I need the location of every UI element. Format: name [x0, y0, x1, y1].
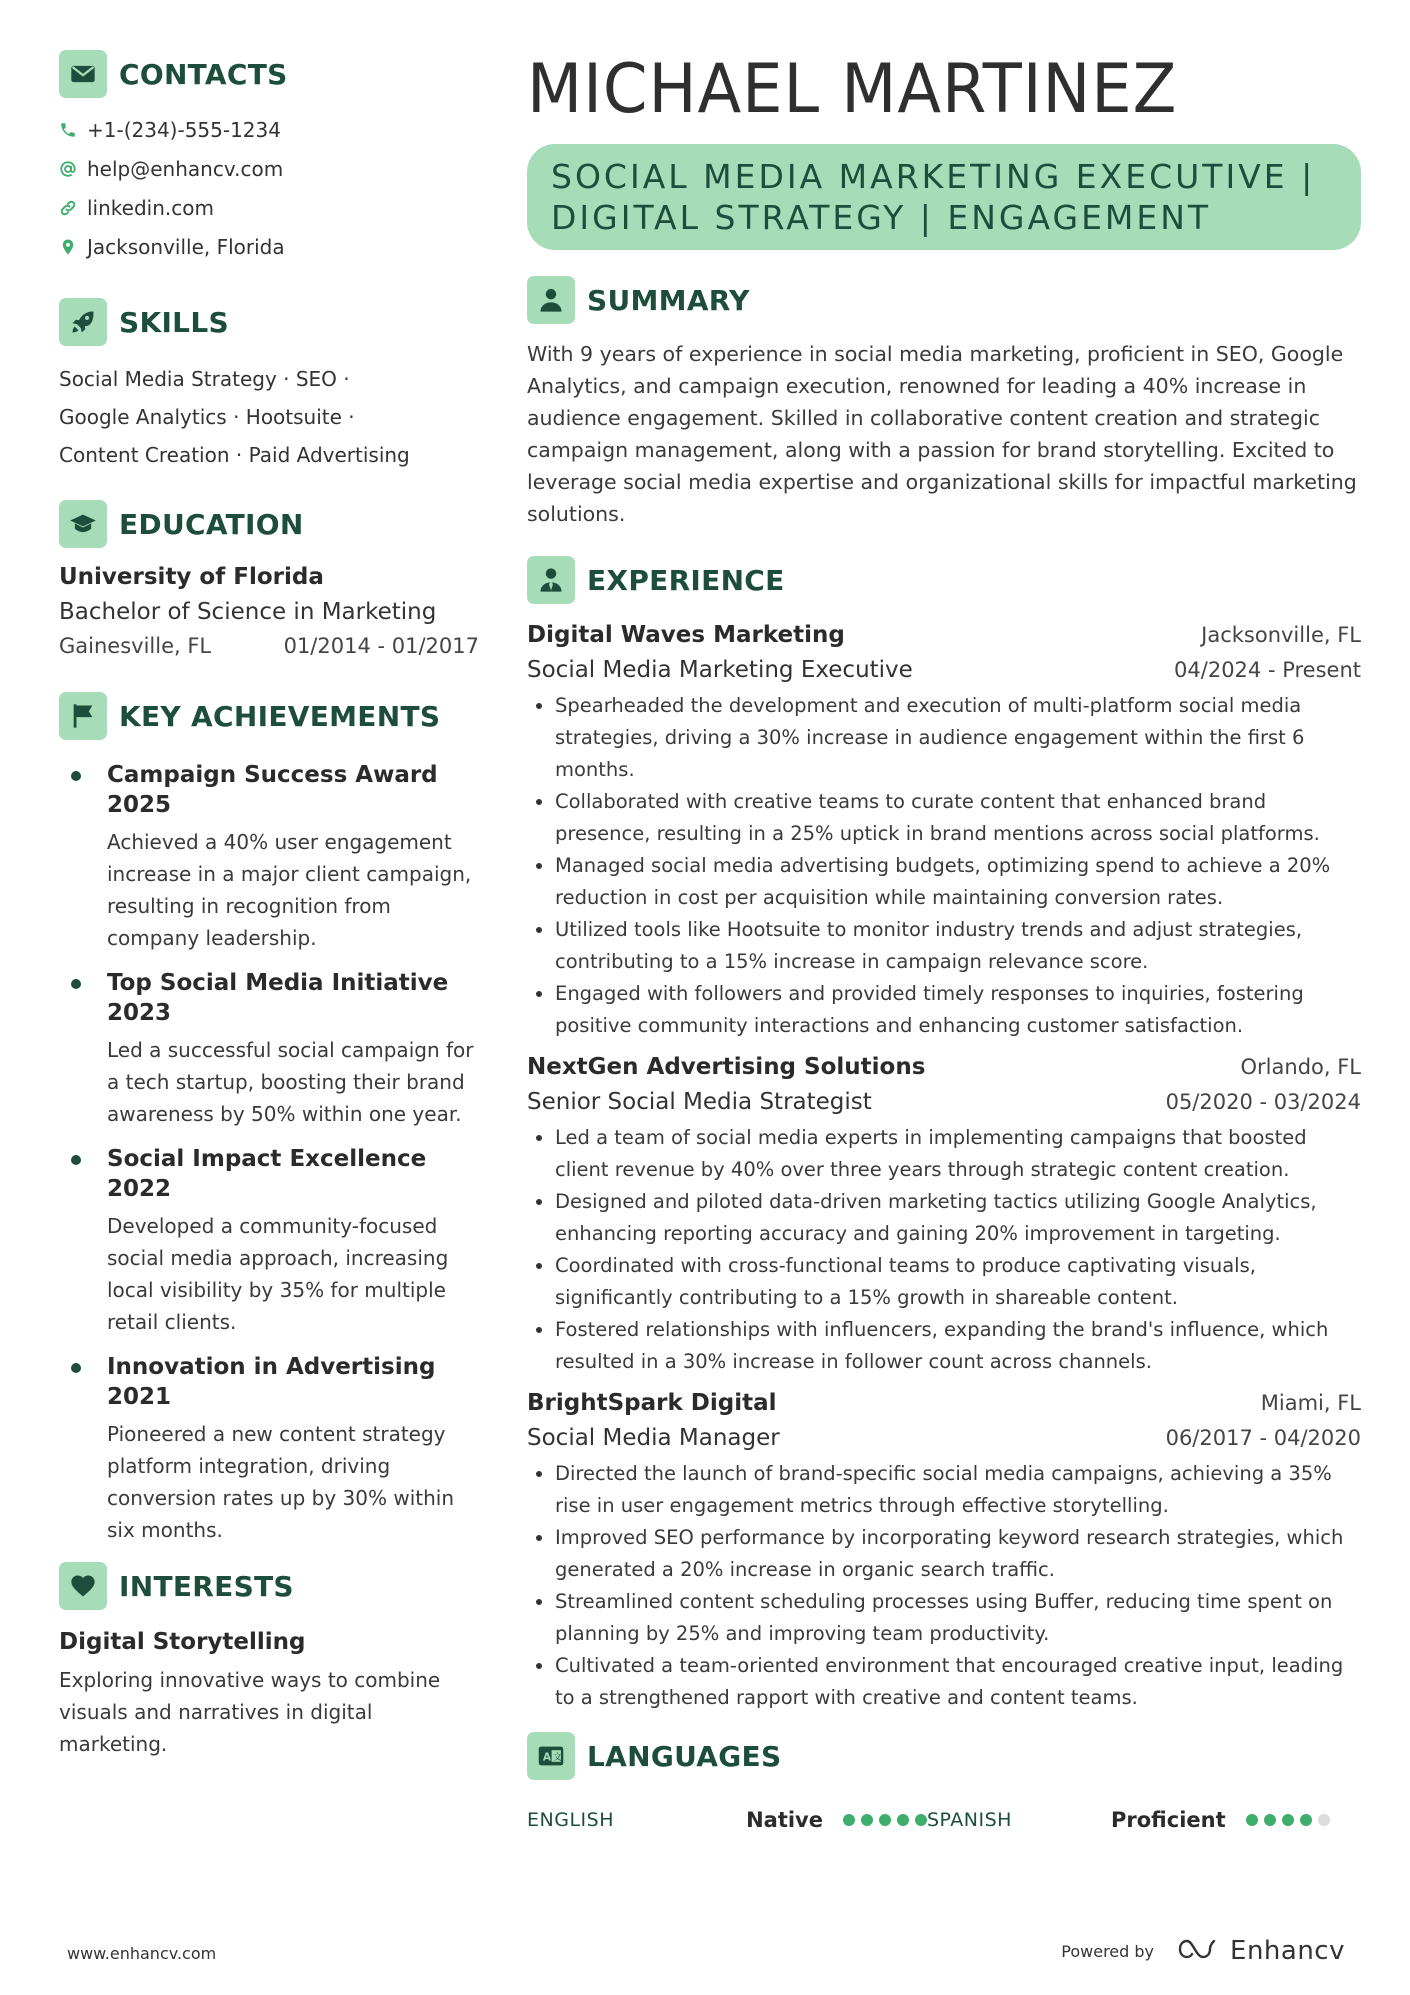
language-level: Proficient [1111, 1808, 1226, 1832]
contact-linkedin[interactable] [59, 188, 479, 227]
job-bullet: • Managed social media advertising budgets, optimizing spend to achieve a 20% reduction in cost per acquisition while maintaining conversion rates. [555, 850, 1361, 914]
svg-text:A: A [542, 1751, 551, 1764]
skills-heading: SKILLS [119, 305, 229, 339]
skills-line: Google Analytics · Hootsuite · [59, 405, 355, 429]
language-level: Native [746, 1808, 823, 1832]
rating-dot [1300, 1814, 1312, 1826]
candidate-name: MICHAEL MARTINEZ [527, 50, 1178, 129]
enhancv-logo-icon [1176, 1937, 1222, 1965]
rating-dot [861, 1814, 873, 1826]
language-rating [843, 1814, 927, 1826]
job-role: Social Media Manager [527, 1425, 780, 1451]
rating-dot [1282, 1814, 1294, 1826]
envelope-icon [59, 50, 107, 98]
phone-icon [59, 121, 87, 139]
education-school: University of Florida [59, 564, 324, 590]
linkedin-text: linkedin.com [87, 195, 214, 220]
achievements-header [59, 692, 479, 740]
contact-location [59, 227, 479, 266]
education-degree: Bachelor of Science in Marketing [59, 599, 437, 625]
title-banner [527, 144, 1361, 250]
rating-dot [1318, 1814, 1330, 1826]
job-bullet: • Spearheaded the development and execution of multi-platform social media strategies, driving a 30% increase in audience engagement within the first 6 months. [555, 690, 1361, 786]
rocket-icon [59, 298, 107, 346]
interests-header [59, 1562, 479, 1610]
interest-entry [59, 1626, 479, 1760]
summary-text: With 9 years of experience in social media marketing, proficient in SEO, Google Analytics, and campaign execution, renowned for leading a 40% increase in audience engagement. Skilled in collaborative content creation and strategic campaign management, along with a passion for brand storytelling. Excited to leverage social media expertise and organizational skills for impactful marketing solutions. [527, 342, 1357, 526]
footer-website[interactable]: www.enhancv.com [67, 1944, 217, 1963]
job-company: Digital Waves Marketing [527, 622, 845, 648]
achievement-desc: Achieved a 40% user engagement increase in a major client campaign, resulting in recognition from company leadership. [107, 830, 472, 950]
user-icon [527, 276, 575, 324]
achievements-heading: KEY ACHIEVEMENTS [119, 699, 441, 733]
map-pin-icon [59, 238, 87, 256]
achievement-item [59, 1352, 479, 1546]
experience-heading: EXPERIENCE [587, 563, 785, 597]
heart-icon [59, 1562, 107, 1610]
phone-text: +1-(234)-555-1234 [87, 117, 281, 142]
job-bullet: • Collaborated with creative teams to curate content that enhanced brand presence, resulting in a 25% uptick in brand mentions across social platforms. [555, 786, 1361, 850]
rating-dot [843, 1814, 855, 1826]
achievement-title: Social Impact Excellence 2022 [107, 1146, 427, 1202]
achievements-list [59, 760, 479, 1546]
link-icon [59, 199, 87, 217]
language-name: SPANISH [927, 1809, 1012, 1831]
location-text: Jacksonville, Florida [87, 234, 285, 259]
rating-dot [915, 1814, 927, 1826]
skills-line: Social Media Strategy · SEO · [59, 367, 350, 391]
contact-phone[interactable] [59, 110, 479, 149]
rating-dot [897, 1814, 909, 1826]
enhancv-brand: Enhancv [1230, 1936, 1345, 1966]
job-bullet: • Improved SEO performance by incorporating keyword research strategies, which generated a 20% increase in organic search traffic. [555, 1522, 1361, 1586]
interest-title: Digital Storytelling [59, 1629, 306, 1655]
job-bullet: • Led a team of social media experts in implementing campaigns that boosted client revenue by 40% over three years through strategic content creation. [555, 1122, 1361, 1186]
experience-header [527, 556, 1361, 604]
user-tie-icon [527, 556, 575, 604]
summary-heading: SUMMARY [587, 283, 750, 317]
bullet-dot [71, 771, 81, 781]
job-bullet: • Coordinated with cross-functional teams to produce captivating visuals, significantly contributing to a 15% growth in shareable content. [555, 1250, 1361, 1314]
powered-by-label: Powered by [1061, 1941, 1155, 1961]
languages-heading: LANGUAGES [587, 1739, 782, 1773]
achievement-desc: Developed a community-focused social media approach, increasing local visibility by 35% for multiple retail clients. [107, 1214, 449, 1334]
interests-heading: INTERESTS [119, 1569, 294, 1603]
job-bullet: • Directed the launch of brand-specific social media campaigns, achieving a 35% rise in user engagement metrics through effective storytelling. [555, 1458, 1361, 1522]
job-bullet: • Cultivated a team-oriented environment that encouraged creative input, leading to a strengthened rapport with creative and content teams. [555, 1650, 1361, 1714]
bullet-dot [71, 1155, 81, 1165]
education-location: Gainesville, FL [59, 634, 212, 658]
contacts-heading: CONTACTS [119, 57, 288, 91]
experience-list [527, 618, 1361, 1714]
language-item [927, 1808, 1361, 1832]
languages-list [527, 1802, 1361, 1838]
job-bullet: • Utilized tools like Hootsuite to monitor industry trends and adjust strategies, contributing to a 15% increase in campaign relevance score. [555, 914, 1361, 978]
rating-dot [1264, 1814, 1276, 1826]
languages-header [527, 1732, 1361, 1780]
achievement-desc: Led a successful social campaign for a tech startup, boosting their brand awareness by 50% within one year. [107, 1038, 474, 1126]
job-company: NextGen Advertising Solutions [527, 1054, 926, 1080]
language-item [527, 1808, 927, 1832]
job-bullet: • Fostered relationships with influencers, expanding the brand's influence, which resulted in a 30% increase in follower count across channels. [555, 1314, 1361, 1378]
job-location: Miami, FL [1260, 1391, 1361, 1415]
skills-header [59, 298, 479, 346]
job-role: Senior Social Media Strategist [527, 1089, 872, 1115]
job-dates: 05/2020 - 03/2024 [1165, 1090, 1361, 1114]
contact-email[interactable] [59, 149, 479, 188]
job-location: Orlando, FL [1240, 1055, 1361, 1079]
job-entry [527, 618, 1361, 1042]
interest-desc: Exploring innovative ways to combine visuals and narratives in digital marketing. [59, 1668, 441, 1756]
language-name: ENGLISH [527, 1809, 614, 1831]
rating-dot [1246, 1814, 1258, 1826]
contacts-header [59, 50, 479, 98]
title-line: SOCIAL MEDIA MARKETING EXECUTIVE | [551, 157, 1316, 196]
achievement-item [59, 968, 479, 1130]
skills-line: Content Creation · Paid Advertising [59, 443, 410, 467]
bullet-dot [71, 1363, 81, 1373]
language-rating [1246, 1814, 1330, 1826]
job-location: Jacksonville, FL [1201, 623, 1361, 647]
job-dates: 04/2024 - Present [1174, 658, 1361, 682]
education-header [59, 500, 479, 548]
education-dates: 01/2014 - 01/2017 [283, 634, 479, 658]
bullet-dot [71, 979, 81, 989]
job-company: BrightSpark Digital [527, 1390, 777, 1416]
left-column [59, 50, 479, 1760]
title-line: DIGITAL STRATEGY | ENGAGEMENT [551, 198, 1212, 237]
achievement-item [59, 1144, 479, 1338]
job-bullet: • Engaged with followers and provided timely responses to inquiries, fostering positive community interactions and enhancing customer satisfaction. [555, 978, 1361, 1042]
rating-dot [879, 1814, 891, 1826]
svg-text:文: 文 [552, 1752, 563, 1764]
graduation-cap-icon [59, 500, 107, 548]
at-icon [59, 160, 87, 178]
right-column [527, 50, 1361, 1838]
education-heading: EDUCATION [119, 507, 304, 541]
translate-icon [527, 1732, 575, 1780]
achievement-title: Top Social Media Initiative 2023 [107, 970, 449, 1026]
email-text: help@enhancv.com [87, 156, 284, 181]
job-role: Social Media Marketing Executive [527, 657, 913, 683]
summary-header [527, 276, 1361, 324]
job-dates: 06/2017 - 04/2020 [1165, 1426, 1361, 1450]
job-entry [527, 1386, 1361, 1714]
achievement-desc: Pioneered a new content strategy platform integration, driving conversion rates up by 30% within six months. [107, 1422, 455, 1542]
achievement-title: Campaign Success Award 2025 [107, 762, 438, 818]
job-bullet: • Streamlined content scheduling processes using Buffer, reducing time spent on planning by 25% and improving team productivity. [555, 1586, 1361, 1650]
education-entry [59, 560, 479, 662]
achievement-title: Innovation in Advertising 2021 [107, 1354, 436, 1410]
footer-branding[interactable] [1061, 1936, 1345, 1966]
flag-icon [59, 692, 107, 740]
job-entry [527, 1050, 1361, 1378]
skills-list [59, 360, 479, 474]
job-bullet: • Designed and piloted data-driven marketing tactics utilizing Google Analytics, enhancing reporting accuracy and gaining 20% improvement in targeting. [555, 1186, 1361, 1250]
achievement-item [59, 760, 479, 954]
